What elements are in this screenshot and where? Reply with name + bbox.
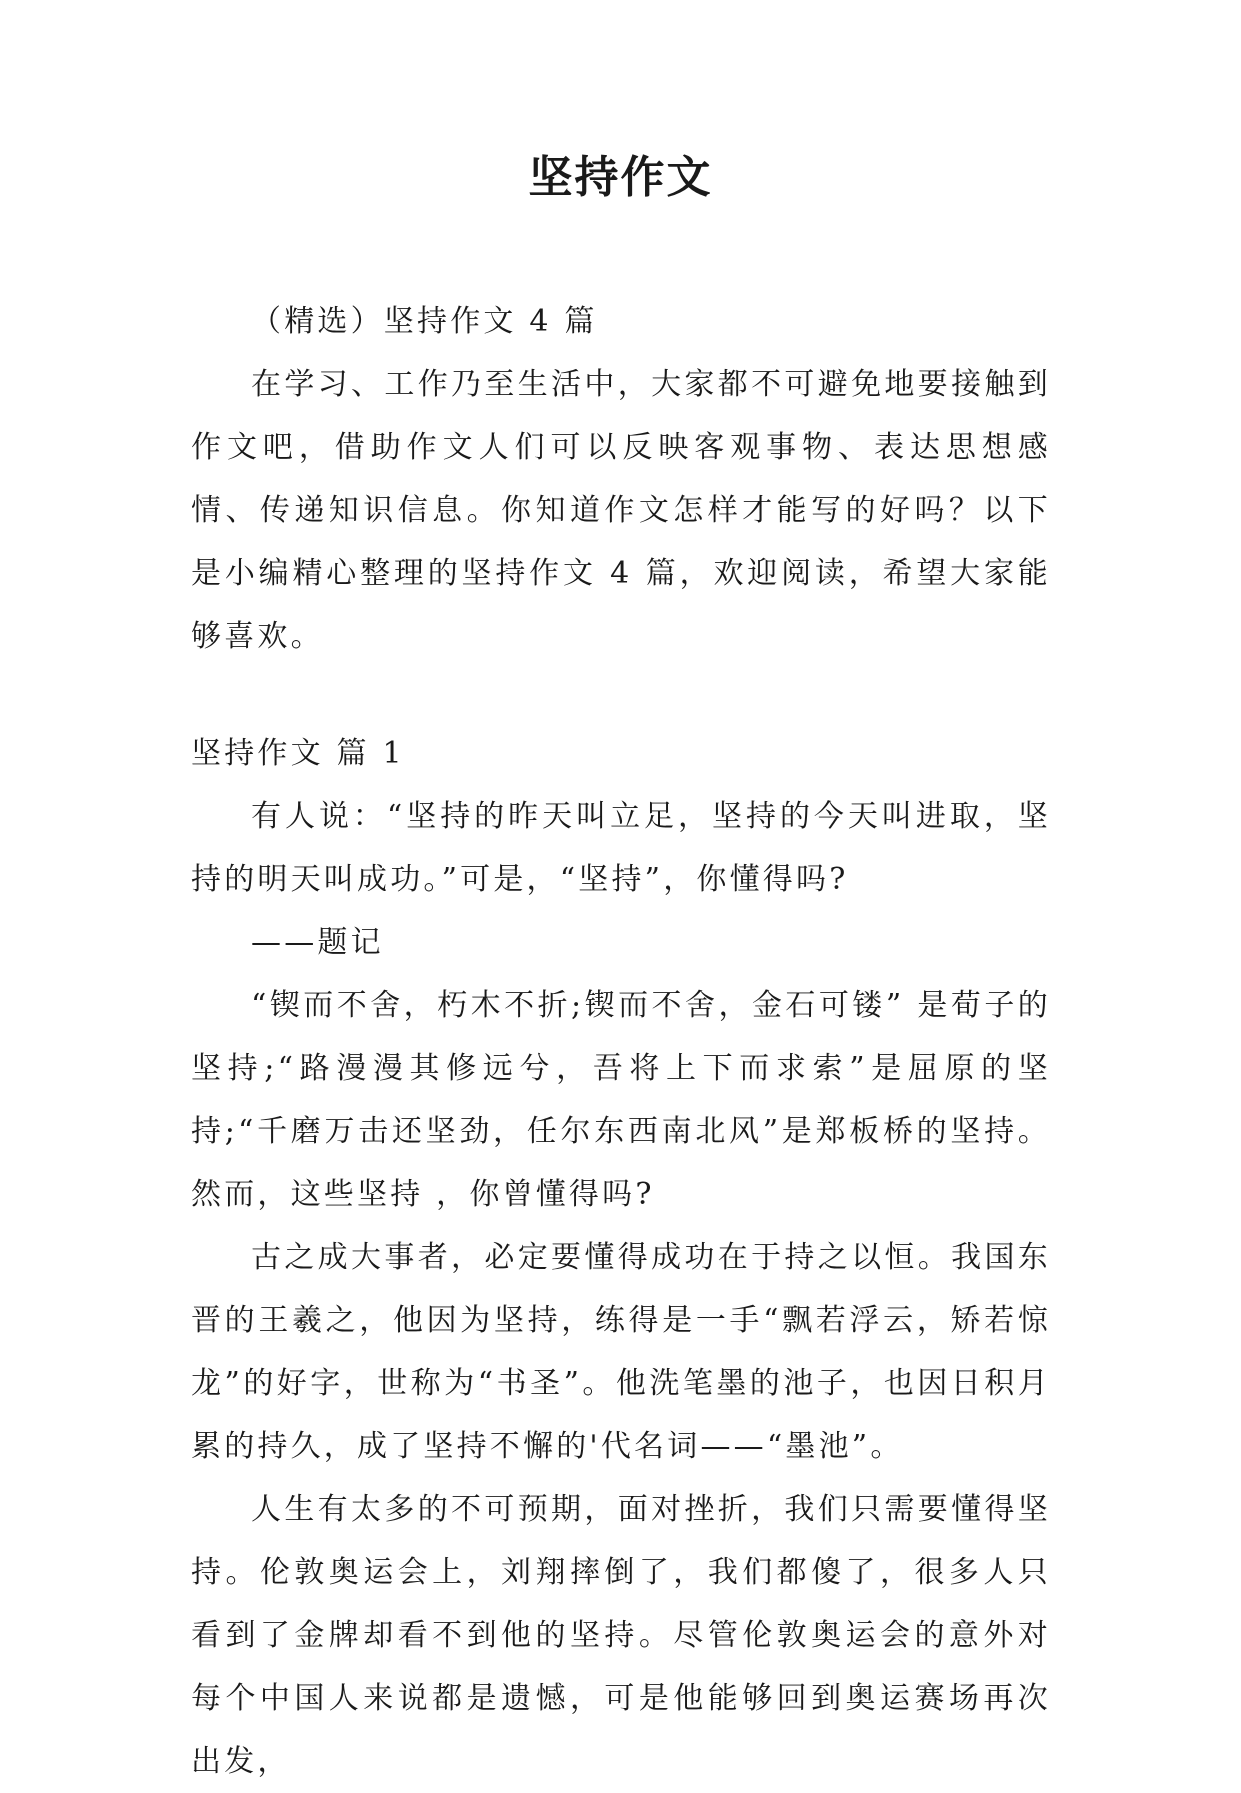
document-body xyxy=(191,290,1051,1793)
body-paragraph: 人生有太多的不可预期，面对挫折，我们只需要懂得坚持。伦敦奥运会上，刘翔摔倒了，我们都傻了，很多人只看到了金牌却看不到他的坚持。尽管伦敦奥运会的意外对每个中国人来说都是遗憾，可是他能够回到奥运赛场再次出发， xyxy=(191,1492,1051,1779)
section-heading: 坚持作文 篇 1 xyxy=(191,736,405,771)
intro-paragraph: 在学习、工作乃至生活中，大家都不可避免地要接触到作文吧，借助作文人们可以反映客观事物、表达思想感情、传递知识信息。你知道作文怎样才能写的好吗？以下是小编精心整理的坚持作文 4 篇，欢迎阅读，希望大家能够喜欢。 xyxy=(191,367,1051,654)
document-subtitle: （精选）坚持作文 4 篇 xyxy=(251,304,598,339)
document-title: 坚持作文 xyxy=(528,152,713,203)
epigraph-attribution: ——题记 xyxy=(251,925,384,960)
body-paragraph: 古之成大事者，必定要懂得成功在于持之以恒。我国东晋的王羲之，他因为坚持，练得是一手“飘若浮云，矫若惊龙”的好字，世称为“书圣”。他洗笔墨的池子，也因日积月累的持久，成了坚持不懈的'代名词——“墨池”。 xyxy=(191,1240,1051,1464)
body-paragraph: “锲而不舍，朽木不折;锲而不舍，金石可镂” 是荀子的坚持;“路漫漫其修远兮，吾将上下而求索”是屈原的坚持;“千磨万击还坚劲，任尔东西南北风”是郑板桥的坚持。然而，这些坚持 ，你曾懂得吗? xyxy=(191,988,1051,1212)
body-paragraph: 有人说：“坚持的昨天叫立足，坚持的今天叫进取，坚持的明天叫成功。”可是，“坚持”，你懂得吗? xyxy=(191,799,1051,897)
